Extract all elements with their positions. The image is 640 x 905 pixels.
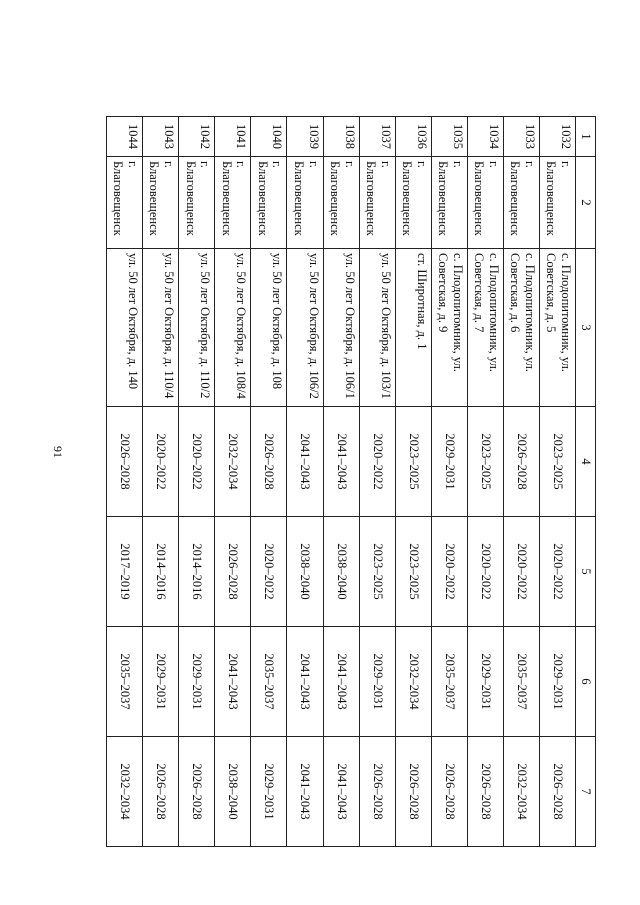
city-cell: г. Благовещенск — [323, 157, 359, 249]
address-cell: ул. 50 лет Октября, д. 110/4 — [143, 249, 179, 407]
period-cell-7: 2032–2034 — [504, 737, 540, 847]
period-cell-5: 2023–2025 — [395, 517, 431, 627]
row-number-cell: 1040 — [251, 117, 287, 157]
period-cell-7: 2026–2028 — [179, 737, 215, 847]
city-cell: г. Благовещенск — [143, 157, 179, 249]
city-cell: г. Благовещенск — [540, 157, 576, 249]
table-row — [467, 117, 503, 847]
table-row — [107, 117, 143, 847]
period-cell-6: 2029–2031 — [467, 627, 503, 737]
address-cell: ул. 50 лет Октября, д. 106/1 — [323, 249, 359, 407]
address-cell: ул. 50 лет Октября, д. 108/4 — [215, 249, 251, 407]
period-cell-4: 2041–2043 — [323, 407, 359, 517]
city-cell: г. Благовещенск — [431, 157, 467, 249]
period-cell-7: 2026–2028 — [143, 737, 179, 847]
city-cell: г. Благовещенск — [179, 157, 215, 249]
period-cell-6: 2041–2043 — [287, 627, 323, 737]
city-cell: г. Благовещенск — [504, 157, 540, 249]
row-number-cell: 1039 — [287, 117, 323, 157]
address-cell: с. Плодопитомник, ул. Советская, д. 6 — [504, 249, 540, 407]
table-row — [395, 117, 431, 847]
period-cell-4: 2020–2022 — [359, 407, 395, 517]
table-row — [179, 117, 215, 847]
period-cell-4: 2029–2031 — [431, 407, 467, 517]
period-cell-7: 2032–2034 — [107, 737, 143, 847]
column-header-4: 4 — [576, 407, 596, 517]
period-cell-6: 2029–2031 — [359, 627, 395, 737]
city-cell: г. Благовещенск — [467, 157, 503, 249]
table-row — [504, 117, 540, 847]
row-number-cell: 1035 — [431, 117, 467, 157]
row-number-cell: 1042 — [179, 117, 215, 157]
period-cell-4: 2023–2025 — [395, 407, 431, 517]
period-cell-7: 2038–2040 — [215, 737, 251, 847]
period-cell-4: 2020–2022 — [143, 407, 179, 517]
period-cell-5: 2014–2016 — [143, 517, 179, 627]
period-cell-5: 2017–2019 — [107, 517, 143, 627]
address-cell: с. Плодопитомник, ул. Советская, д. 5 — [540, 249, 576, 407]
row-number-cell: 1034 — [467, 117, 503, 157]
row-number-cell: 1032 — [540, 117, 576, 157]
address-cell: ул. 50 лет Октября, д. 106/2 — [287, 249, 323, 407]
table-row — [215, 117, 251, 847]
row-number-cell: 1037 — [359, 117, 395, 157]
address-cell: с. Плодопитомник, ул. Советская, д. 9 — [431, 249, 467, 407]
period-cell-6: 2041–2043 — [323, 627, 359, 737]
city-cell: г. Благовещенск — [251, 157, 287, 249]
period-cell-7: 2026–2028 — [540, 737, 576, 847]
table-row — [431, 117, 467, 847]
city-cell: г. Благовещенск — [359, 157, 395, 249]
period-cell-7: 2029–2031 — [251, 737, 287, 847]
city-cell: г. Благовещенск — [287, 157, 323, 249]
period-cell-4: 2041–2043 — [287, 407, 323, 517]
period-cell-4: 2032–2034 — [215, 407, 251, 517]
period-cell-5: 2023–2025 — [359, 517, 395, 627]
period-cell-6: 2041–2043 — [215, 627, 251, 737]
table-body — [107, 117, 576, 847]
table-row — [143, 117, 179, 847]
table-row — [359, 117, 395, 847]
period-cell-7: 2026–2028 — [431, 737, 467, 847]
header-row — [576, 117, 596, 847]
column-header-6: 6 — [576, 627, 596, 737]
period-cell-6: 2029–2031 — [179, 627, 215, 737]
table-row — [287, 117, 323, 847]
address-cell: ул. 50 лет Октября, д. 103/1 — [359, 249, 395, 407]
period-cell-5: 2020–2022 — [540, 517, 576, 627]
address-cell: с. Плодопитомник, ул. Советская, д. 7 — [467, 249, 503, 407]
period-cell-6: 2029–2031 — [540, 627, 576, 737]
period-cell-6: 2032–2034 — [395, 627, 431, 737]
period-cell-5: 2038–2040 — [323, 517, 359, 627]
table-row — [323, 117, 359, 847]
registry-table-container — [106, 116, 596, 846]
period-cell-4: 2023–2025 — [467, 407, 503, 517]
period-cell-7: 2026–2028 — [467, 737, 503, 847]
period-cell-5: 2020–2022 — [504, 517, 540, 627]
period-cell-4: 2026–2028 — [107, 407, 143, 517]
table-row — [251, 117, 287, 847]
period-cell-6: 2035–2037 — [251, 627, 287, 737]
table-row — [540, 117, 576, 847]
row-number-cell: 1033 — [504, 117, 540, 157]
period-cell-6: 2029–2031 — [143, 627, 179, 737]
column-header-1: 1 — [576, 117, 596, 157]
period-cell-5: 2020–2022 — [431, 517, 467, 627]
period-cell-4: 2026–2028 — [504, 407, 540, 517]
address-cell: ул. 50 лет Октября, д. 140 — [107, 249, 143, 407]
period-cell-4: 2020–2022 — [179, 407, 215, 517]
period-cell-5: 2038–2040 — [287, 517, 323, 627]
address-cell: ул. 50 лет Октября, д. 110/2 — [179, 249, 215, 407]
row-number-cell: 1041 — [215, 117, 251, 157]
period-cell-6: 2035–2037 — [431, 627, 467, 737]
city-cell: г. Благовещенск — [395, 157, 431, 249]
period-cell-5: 2020–2022 — [467, 517, 503, 627]
registry-table — [106, 116, 596, 847]
period-cell-4: 2023–2025 — [540, 407, 576, 517]
page-number: 91 — [51, 446, 65, 458]
city-cell: г. Благовещенск — [215, 157, 251, 249]
city-cell: г. Благовещенск — [107, 157, 143, 249]
period-cell-4: 2026–2028 — [251, 407, 287, 517]
column-header-3: 3 — [576, 249, 596, 407]
period-cell-5: 2026–2028 — [215, 517, 251, 627]
period-cell-5: 2020–2022 — [251, 517, 287, 627]
row-number-cell: 1043 — [143, 117, 179, 157]
period-cell-7: 2026–2028 — [359, 737, 395, 847]
period-cell-7: 2026–2028 — [395, 737, 431, 847]
column-header-2: 2 — [576, 157, 596, 249]
row-number-cell: 1036 — [395, 117, 431, 157]
period-cell-6: 2035–2037 — [107, 627, 143, 737]
column-header-5: 5 — [576, 517, 596, 627]
address-cell: ст. Широтная, д. 1 — [395, 249, 431, 407]
column-header-7: 7 — [576, 737, 596, 847]
period-cell-7: 2041–2043 — [323, 737, 359, 847]
row-number-cell: 1038 — [323, 117, 359, 157]
period-cell-7: 2041–2043 — [287, 737, 323, 847]
period-cell-6: 2035–2037 — [504, 627, 540, 737]
row-number-cell: 1044 — [107, 117, 143, 157]
address-cell: ул. 50 лет Октября, д. 108 — [251, 249, 287, 407]
period-cell-5: 2014–2016 — [179, 517, 215, 627]
